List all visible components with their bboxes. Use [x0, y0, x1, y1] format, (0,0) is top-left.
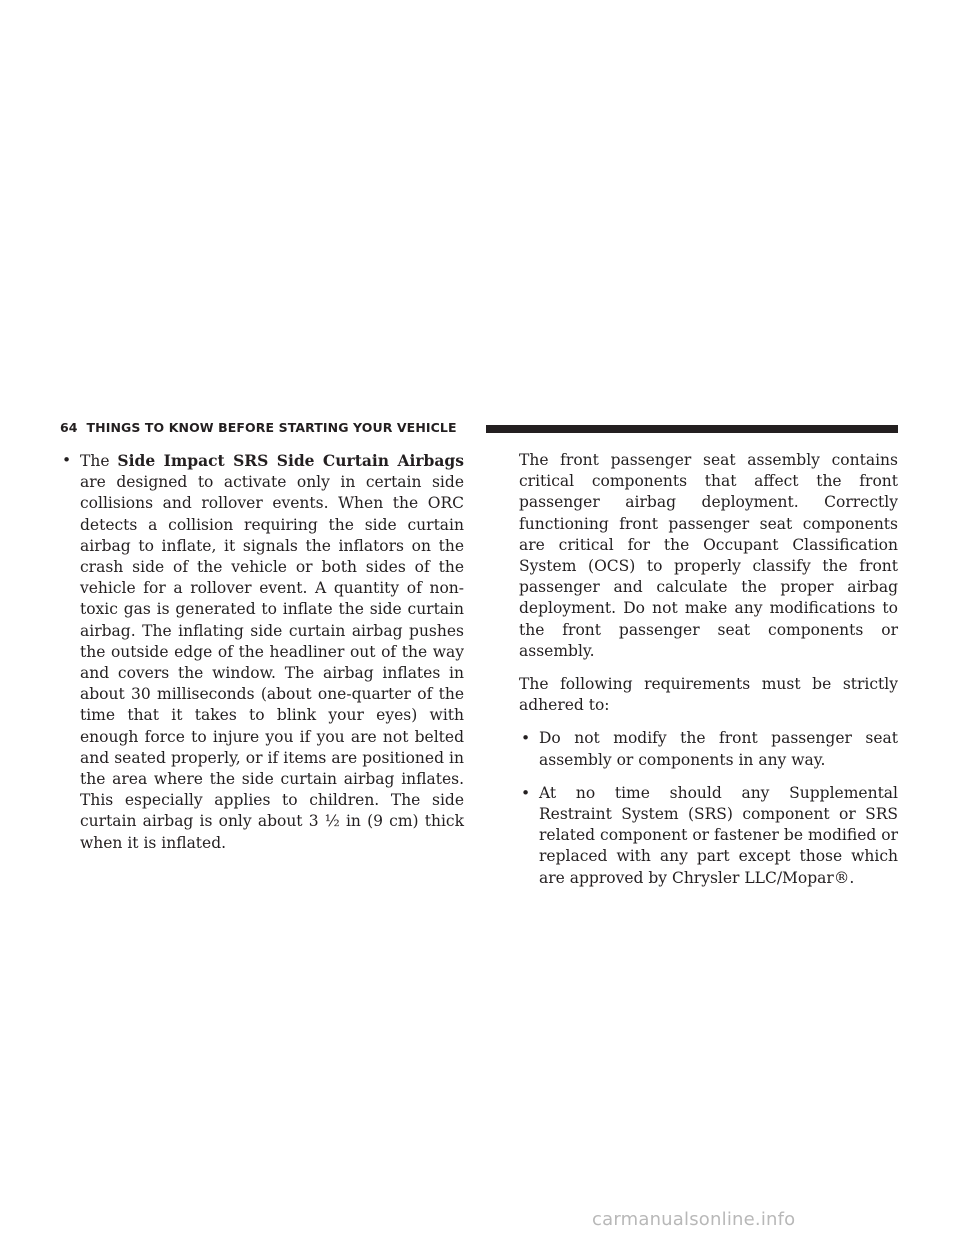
left-column [60, 450, 464, 854]
bullet-term: Side Impact SRS Side Curtain Airbags [117, 451, 464, 470]
bullet-icon: • [521, 783, 531, 802]
watermark: carmanualsonline.info [592, 1209, 796, 1230]
requirement-text: At no time should any Supplemental Restraint System (SRS) component or SRS related component or fastener be modified or replaced with any part except those which are approved by Chrysler LLC/Mopar®. [539, 783, 898, 887]
section-title: THINGS TO KNOW BEFORE STARTING YOUR VEHICLE [86, 420, 457, 435]
bullet-intro: The [80, 452, 110, 470]
bullet-icon: • [62, 451, 72, 469]
requirement-bullet [519, 728, 898, 770]
page-number: 64 [60, 420, 78, 435]
right-column [519, 450, 898, 901]
requirements-intro: The following requirements must be strictly adhered to: [519, 675, 898, 715]
page-header [60, 418, 898, 438]
requirement-text: Do not modify the front passenger seat assembly or components in any way. [539, 729, 898, 769]
bullet-icon: • [521, 729, 531, 748]
header-rule [486, 425, 898, 433]
bullet-body: are designed to activate only in certain side collisions and rollover events. When the ORC detects a collision requiring the side curtain airbag to inflate, it signals the inflators on the crash side of the vehicle or both sides of the vehicle for a rollover event. A quantity of non-toxic gas is generated to inflate the side curtain airbag. The inflating side curtain airbag pushes the outside edge of the headliner out of the way and covers the window. The airbag inflates in about 30 milliseconds (about one-quarter of the time that it takes to blink your eyes) with enough force to injure you if you are not belted and seated properly, or if items are positioned in the area where the side curtain airbag inflates. This especially applies to children. The side curtain airbag is only about 3 ½ in (9 cm) thick when it is inflated. [80, 473, 464, 852]
requirement-bullet [519, 783, 898, 889]
seat-assembly-paragraph: The front passenger seat assembly contains critical components that affect the front passenger airbag deployment. Correctly functioning front passenger seat components are critical for the Occupant Classification System (OCS) to properly classify the front passenger and calculate the proper airbag deployment. Do not make any modifications to the front passenger seat components or assembly. [519, 451, 898, 660]
airbag-bullet-text [80, 450, 464, 854]
header-label [60, 420, 457, 435]
airbag-bullet [60, 450, 464, 854]
